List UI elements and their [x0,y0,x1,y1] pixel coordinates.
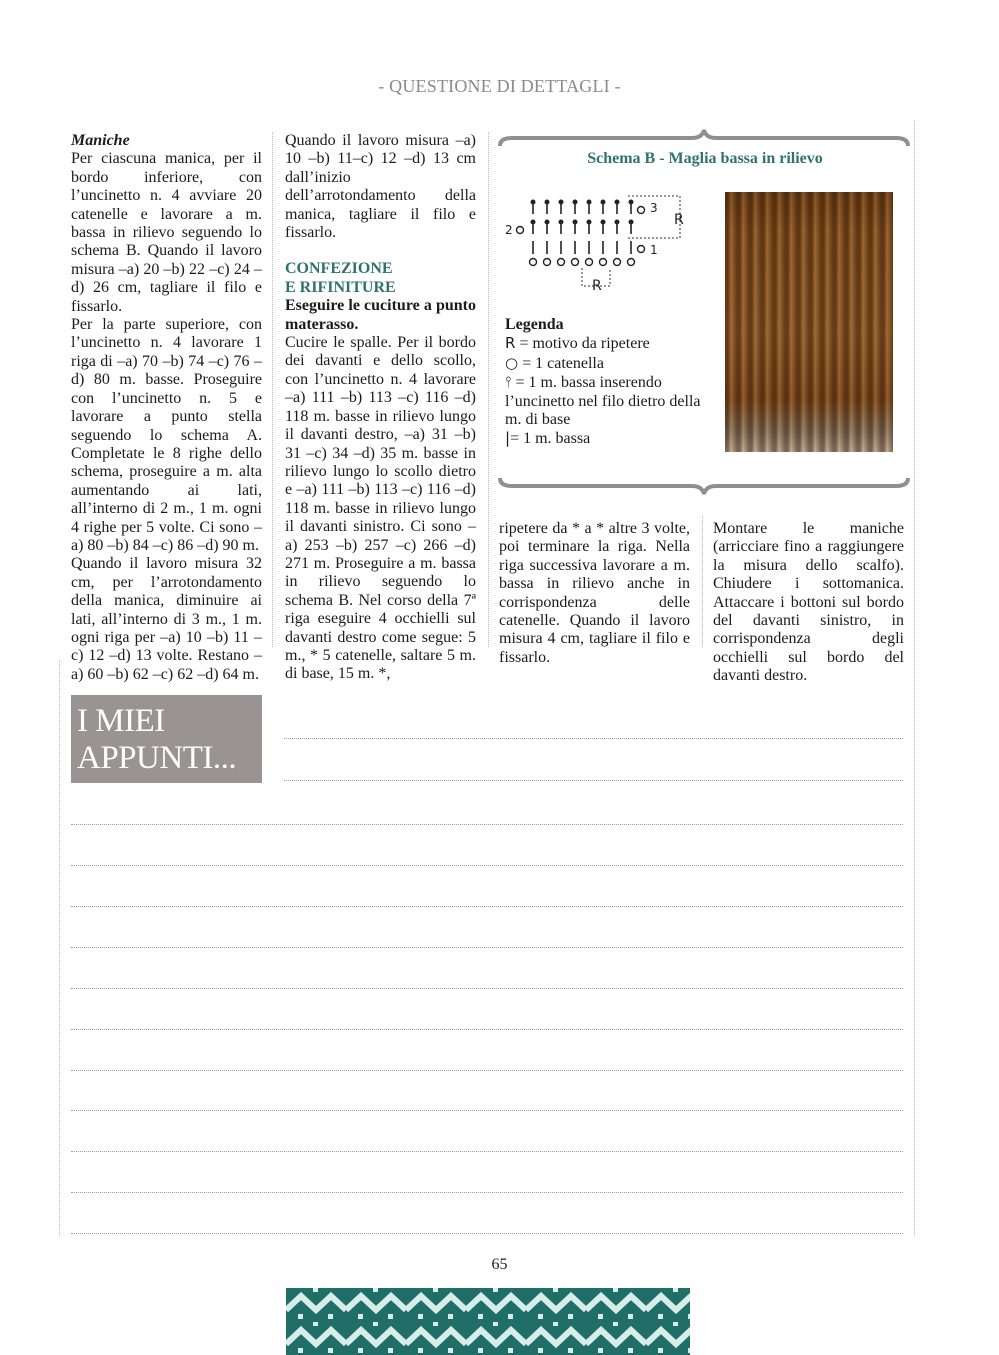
schema-title: Schema B - Maglia bassa in rilievo [587,150,823,167]
column-divider [488,132,489,647]
single-crochet-symbol-icon: | [505,429,511,448]
note-line[interactable] [71,1192,903,1193]
legend-item: ⫯ = 1 m. bassa inserendo l’uncinetto nel filo dietro della m. di base [505,373,701,429]
column-divider [272,132,273,647]
stitch-diagram [500,188,700,298]
legend-item: ○ = 1 catenella [505,353,604,372]
notes-title-line-1: I MIEI [77,703,165,739]
column-divider [702,516,703,647]
subheading: Eseguire le cuciture a punto materasso. [285,297,476,333]
note-line[interactable] [71,1029,903,1030]
section-heading-confezione: CONFEZIONE [285,260,393,278]
relief-stitch-symbol-icon: ⫯ [505,373,512,392]
column-3 [499,520,690,667]
legend-item: R = motivo da ripetere [505,334,650,353]
row-label-1: 1 [650,243,658,257]
repeat-symbol-icon: R [505,334,516,353]
fair-isle-pattern-strip [286,1288,690,1355]
note-line[interactable] [71,1151,903,1152]
page-number: 65 [491,1256,508,1273]
note-line[interactable] [71,988,903,989]
paragraph: Cucire le spalle. Per il bordo dei davanti e dello scollo, con l’uncinetto n. 4 lavorare –a) 111 –b) 113 –c) 116 –d) 118 m. basse in rilievo lungo il davanti destro, –a) 31 –b) 31 –c) 34 –d) 35 m. basse in rilievo lungo lo scollo dietro e –a) 111 –b) 113 –c) 116 –d) 118 m. basse in rilievo lungo il davanti sinistro. Ci sono –a) 253 –b) 257 –c) 266 –d) 271 m. Proseguire a m. bassa in rilievo seguendo lo schema B. Nel corso della 7ª riga eseguire 4 occhielli sul davanti destro come segue: 5 m., * 5 catenelle, saltare 5 m. di base, 15 m. *, [285,334,476,683]
note-line[interactable] [71,1233,903,1234]
top-brace [497,128,911,150]
paragraph: Quando il lavoro misura 32 cm, per l’arrotondamento della manica, diminuire ai lati, all’interno di 3 m., 1 m. ogni riga per –a) 10 –b) 11 –c) 12 –d) 13 volte. Restano –a) 60 –b) 62 –c) 62 –d) 64 m. [71,555,262,683]
paragraph: ripetere da * a * altre 3 volte, poi terminare la riga. Nella riga successiva lavorare a m. bassa in rilievo anche in corrispondenza delle catenelle. Quando il lavoro misura 4 cm, tagliare il filo e fissarlo. [499,520,690,666]
repeat-label: R [592,278,602,294]
page-right-rule [914,120,915,1235]
column-2 [285,132,476,684]
legend-title: Legenda [505,316,564,333]
note-line[interactable] [71,824,903,825]
repeat-label: R [674,212,684,228]
paragraph: Montare le maniche (arricciare fino a raggiungere la misura dello scalfo). Chiudere i sottomanica. Attaccare i bottoni sul bordo del davanti sinistro, in corrispondenza degli occhielli sul bordo del davanti destro. [713,520,904,685]
bottom-brace [497,474,911,496]
row-2-stitches [517,220,634,234]
page-left-rule [59,660,60,1235]
legend-item: |= 1 m. bassa [505,429,591,448]
note-line[interactable] [284,738,903,739]
column-1 [71,132,262,684]
paragraph: Per ciascuna manica, per il bordo inferiore, con l’uncinetto n. 4 avviare 20 catenelle e lavorare a m. bassa in rilievo seguendo lo schema B. Quando il lavoro misura –a) 20 –b) 22 –c) 24 –d) 26 cm, tagliare il filo e fissarlo. [71,150,262,315]
chain-symbol-icon: ○ [505,353,519,372]
running-header: - QUESTIONE DI DETTAGLI - [378,76,621,96]
section-heading-rifiniture: E RIFINITURE [285,278,396,296]
notes-title-line-2: APPUNTI... [77,740,237,776]
paragraph: Per la parte superiore, con l’uncinetto n. 4 lavorare 1 riga di –a) 70 –b) 74 –c) 76 –d) 80 m. basse. Proseguire con l’uncinetto n. 5 e lavorare a punto stella seguendo lo schema A. Completate le 8 righe dello schema, proseguire a m. alta aumentando ai lati, all’interno di 2 m., 1 m. ogni 4 righe per 5 volte. Ci sono –a) 80 –b) 84 –c) 86 –d) 90 m. [71,316,262,554]
column-4 [713,520,904,686]
row-label-2: 2 [505,223,513,237]
row-label-3: 3 [650,201,658,215]
base-chain [530,259,635,266]
paragraph: Quando il lavoro misura –a) 10 –b) 11–c) 12 –d) 13 cm dall’inizio dell’arrotondamento della manica, tagliare il filo e fissarlo. [285,132,476,242]
note-line[interactable] [71,906,903,907]
knit-sample-photo [725,192,893,452]
legend [505,316,705,449]
notes-title-box [71,695,262,783]
row-1-stitches [533,241,645,254]
note-line[interactable] [71,1070,903,1071]
note-line[interactable] [284,780,903,781]
section-heading-maniche: Maniche [71,132,130,149]
note-line[interactable] [71,1110,903,1111]
note-line[interactable] [71,947,903,948]
row-3-stitches [531,200,645,214]
note-line[interactable] [71,865,903,866]
